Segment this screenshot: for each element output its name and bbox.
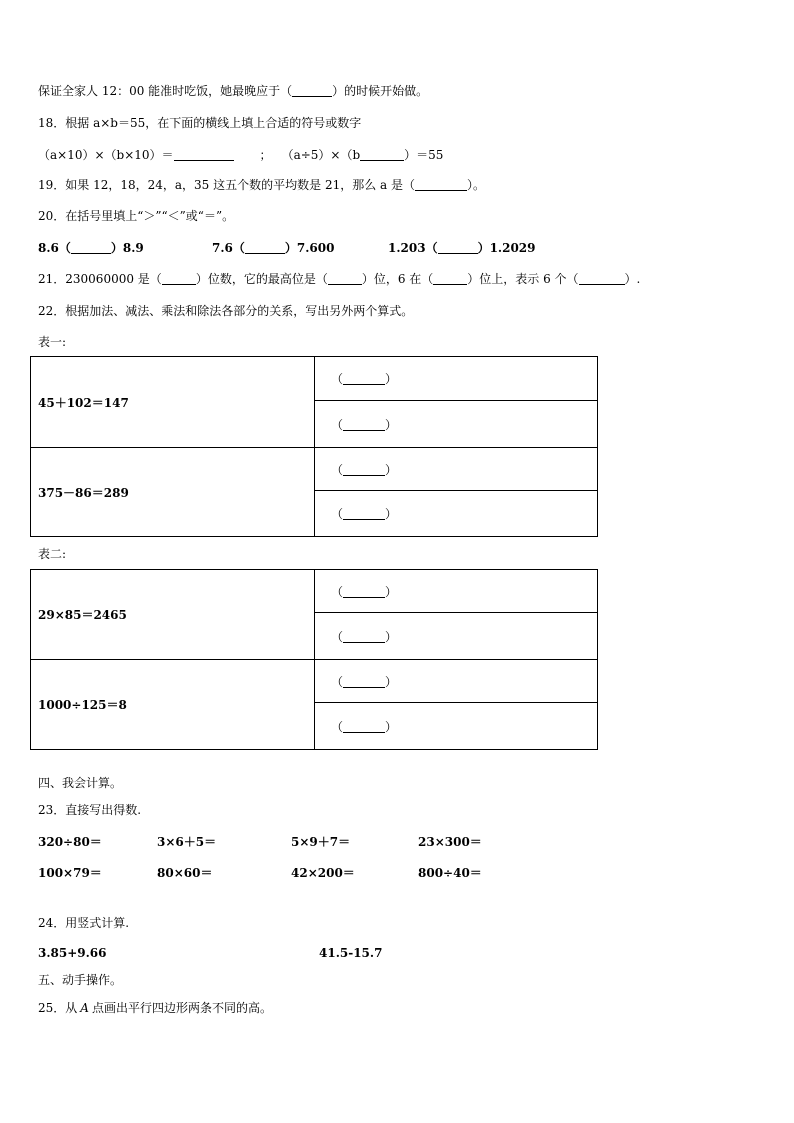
q20-blank-3[interactable] xyxy=(438,241,478,254)
q18-expressions xyxy=(38,147,443,163)
paren-close: ） xyxy=(385,417,398,432)
table1-answer-cell[interactable] xyxy=(315,491,598,537)
paren-close: ） xyxy=(385,462,398,477)
q19-answer-blank[interactable] xyxy=(415,178,467,191)
q21-part-3: ）位，6 在（ xyxy=(361,272,434,286)
table2-answer-cell[interactable] xyxy=(315,703,598,750)
paren-open: （ xyxy=(331,417,344,432)
q23-expr: 800÷40＝ xyxy=(418,866,482,880)
q20-item-2 xyxy=(212,240,334,256)
answer-blank[interactable] xyxy=(343,463,385,476)
paren-close: ） xyxy=(385,674,398,689)
answer-blank[interactable] xyxy=(343,720,385,733)
q23-expr: 100×79＝ xyxy=(38,866,102,880)
q19-line xyxy=(38,177,485,193)
q25-text-after: 点画出平行四边形两条不同的高。 xyxy=(91,1001,272,1015)
table1-equation-1: 45＋102＝147 xyxy=(31,357,315,448)
answer-blank[interactable] xyxy=(343,507,385,520)
table2-label: 表二: xyxy=(38,547,67,561)
table2-answer-cell[interactable] xyxy=(315,570,598,613)
q18-separator: ； xyxy=(259,148,272,162)
q21-blank-4[interactable] xyxy=(579,272,625,285)
paren-close: ） xyxy=(385,629,398,644)
q25-point-label: A xyxy=(80,1001,89,1015)
q21-line xyxy=(38,271,640,287)
paren-close: ） xyxy=(385,584,398,599)
q23-expr: 80×60＝ xyxy=(157,866,213,880)
q19-text-before: 19．如果 12，18，24，a，35 这五个数的平均数是 21，那么 a 是（ xyxy=(38,178,415,192)
q21-blank-1[interactable] xyxy=(162,272,196,285)
q20-item-3 xyxy=(388,240,536,256)
q20-blank-2[interactable] xyxy=(245,241,285,254)
q18-expr2-after: ）＝55 xyxy=(404,148,444,162)
answer-blank[interactable] xyxy=(343,372,385,385)
table1-label: 表一: xyxy=(38,335,67,349)
answer-blank[interactable] xyxy=(343,630,385,643)
q20-title: 20．在括号里填上“＞”“＜”或“＝”。 xyxy=(38,209,235,223)
q18-title: 18．根据 a×b＝55，在下面的横线上填上合适的符号或数字 xyxy=(38,116,362,130)
table2-equation-2: 1000÷125＝8 xyxy=(31,660,315,750)
q20-item-1-right: ）8.9 xyxy=(110,241,144,255)
answer-blank[interactable] xyxy=(343,585,385,598)
table-2 xyxy=(30,569,598,750)
q18-blank-1[interactable] xyxy=(174,148,234,161)
paren-open: （ xyxy=(331,584,344,599)
q17-text-after: ）的时候开始做。 xyxy=(332,84,429,98)
q24-item-1: 3.85+9.66 xyxy=(38,946,107,960)
paren-open: （ xyxy=(331,507,344,521)
q17-tail-line xyxy=(38,83,428,99)
q19-text-after: ）。 xyxy=(467,178,486,192)
paren-close: ） xyxy=(385,507,398,521)
q18-blank-2[interactable] xyxy=(360,148,404,161)
q17-answer-blank[interactable] xyxy=(292,84,332,97)
q22-title: 22．根据加法、减法、乘法和除法各部分的关系，写出另外两个算式。 xyxy=(38,304,414,318)
section-4-heading: 四、我会计算。 xyxy=(38,776,123,790)
q25-line xyxy=(38,1000,272,1016)
paren-open: （ xyxy=(331,719,344,734)
paren-open: （ xyxy=(331,372,344,386)
q21-part-5: ）. xyxy=(624,272,641,286)
q21-part-1: 21．230060000 是（ xyxy=(38,272,162,286)
table-1 xyxy=(30,356,598,537)
table1-answer-cell[interactable] xyxy=(315,448,598,491)
q21-part-2: ）位数，它的最高位是（ xyxy=(195,272,328,286)
q25-text-before: 25．从 xyxy=(38,1001,78,1015)
q20-item-3-right: ）1.2029 xyxy=(477,241,536,255)
paren-open: （ xyxy=(331,462,344,477)
table1-answer-cell[interactable] xyxy=(315,401,598,448)
q21-blank-3[interactable] xyxy=(433,272,467,285)
q24-title: 24．用竖式计算. xyxy=(38,916,130,930)
q20-item-1-left: 8.6（ xyxy=(38,241,71,255)
q18-expr1: （a×10）×（b×10）＝ xyxy=(38,148,174,162)
q20-item-1 xyxy=(38,240,144,256)
q20-blank-1[interactable] xyxy=(71,241,111,254)
q20-item-3-left: 1.203（ xyxy=(388,241,438,255)
paren-close: ） xyxy=(385,719,398,734)
table2-equation-1: 29×85＝2465 xyxy=(31,570,315,660)
q20-item-2-left: 7.6（ xyxy=(212,241,245,255)
q18-expr2: （a÷5）×（b xyxy=(281,148,361,162)
paren-close: ） xyxy=(385,372,398,386)
q23-expr: 42×200＝ xyxy=(291,866,355,880)
paren-open: （ xyxy=(331,674,344,689)
q23-expr: 3×6＋5＝ xyxy=(157,835,217,849)
answer-blank[interactable] xyxy=(343,418,385,431)
q23-expr: 320÷80＝ xyxy=(38,835,102,849)
q17-text-before: 保证全家人 12：00 能准时吃饭，她最晚应于（ xyxy=(38,84,293,98)
section-5-heading: 五、动手操作。 xyxy=(38,973,123,987)
table1-equation-2: 375－86＝289 xyxy=(31,448,315,537)
q23-expr: 23×300＝ xyxy=(418,835,482,849)
q23-title: 23．直接写出得数. xyxy=(38,803,142,817)
q20-item-2-right: ）7.600 xyxy=(284,241,335,255)
q21-part-4: ）位上，表示 6 个（ xyxy=(467,272,579,286)
q24-item-2: 41.5-15.7 xyxy=(319,946,383,960)
q23-expr: 5×9＋7＝ xyxy=(291,835,351,849)
answer-blank[interactable] xyxy=(343,675,385,688)
table2-answer-cell[interactable] xyxy=(315,660,598,703)
table2-answer-cell[interactable] xyxy=(315,613,598,660)
paren-open: （ xyxy=(331,629,344,644)
q21-blank-2[interactable] xyxy=(328,272,362,285)
table1-answer-cell[interactable] xyxy=(315,357,598,401)
